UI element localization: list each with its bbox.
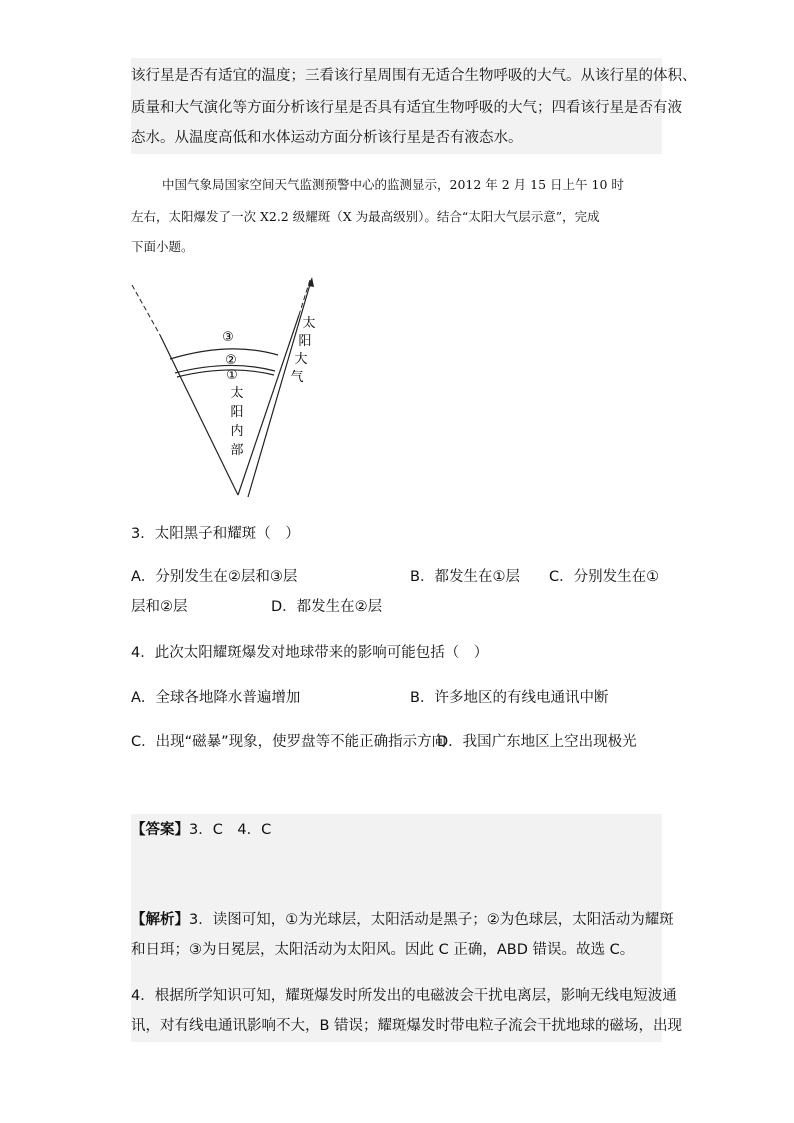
intro-line-3: 下面小题。 (131, 239, 194, 254)
layer-boundary-outer (170, 349, 278, 359)
interior-char-1: 太 (230, 386, 244, 401)
atmosphere-char-4: 气 (290, 370, 304, 385)
top-line-3: 态水。从温度高低和水体运动方面分析该行星是否有液态水。 (131, 130, 523, 146)
atmosphere-char-3: 大 (294, 352, 308, 367)
intro-line-1: 中国气象局国家空间天气监测预警中心的监测显示，2012 年 2 月 15 日上午 10 时 (162, 177, 624, 192)
answer-label: 【答案】 (131, 822, 189, 838)
q4-option-d: D．我国广东地区上空出现极光 (437, 734, 637, 750)
top-line-2: 质量和大气演化等方面分析该行星是否具有适宜生物呼吸的大气；四看该行星是否有液 (131, 100, 682, 116)
intro-line-2: 左右，太阳爆发了一次 X2.2 级耀斑（X 为最高级别）。结合“太阳大气层示意”，完成 (131, 209, 600, 224)
cone-right-side (238, 315, 299, 495)
interior-char-4: 部 (230, 443, 244, 458)
q3-stem: 3．太阳黑子和耀斑（ ） (131, 526, 300, 542)
answer-text: 3．C 4．C (189, 822, 272, 838)
layer-2-label: ② (225, 353, 237, 368)
solar-atmosphere-diagram (120, 275, 330, 505)
q3-option-c-part2: 层和②层 (131, 599, 188, 615)
top-line-1: 该行星是否有适宜的温度；三看该行星周围有无适合生物呼吸的大气。从该行星的体积、 (131, 68, 697, 84)
analysis-label: 【解析】 (131, 912, 189, 928)
analysis-text-1: 3．读图可知，①为光球层，太阳活动是黑子；②为色球层，太阳活动为耀斑 (189, 912, 674, 928)
q3-option-d: D．都发生在②层 (271, 599, 383, 615)
analysis-line-1 (131, 910, 674, 930)
q3-option-a: A．分别发生在②层和③层 (131, 569, 298, 585)
q4-stem: 4．此次太阳耀斑爆发对地球带来的影响可能包括（ ） (131, 645, 489, 661)
q4-option-b: B．许多地区的有线电通讯中断 (410, 690, 609, 706)
atmosphere-char-2: 阳 (298, 334, 312, 349)
layer-3-label: ③ (222, 330, 234, 345)
q4-option-a: A．全球各地降水普遍增加 (131, 690, 301, 706)
atmosphere-arrow-line (248, 281, 311, 497)
analysis-line-3: 4．根据所学知识可知，耀斑爆发时所发出的电磁波会干扰电离层，影响无线电短波通 (131, 988, 677, 1004)
interior-char-3: 内 (230, 424, 244, 439)
interior-char-2: 阳 (230, 405, 244, 420)
answer-line (131, 820, 271, 840)
analysis-line-2: 和日珥；③为日冕层，太阳活动为太阳风。因此 C 正确，ABD 错误。故选 C。 (131, 942, 635, 958)
q3-option-b: B．都发生在①层 (410, 569, 520, 585)
q4-option-c: C．出现“磁暴”现象，使罗盘等不能正确指示方向 (131, 734, 447, 750)
q3-option-c-part1: C．分别发生在① (549, 569, 660, 585)
left-dashed-line (132, 285, 160, 335)
layer-1-label: ① (226, 368, 238, 383)
atmosphere-char-1: 太 (302, 316, 316, 331)
analysis-line-4: 讯，对有线电通讯影响不大，B 错误；耀斑爆发时带电粒子流会干扰地球的磁场，出现 (131, 1018, 683, 1034)
